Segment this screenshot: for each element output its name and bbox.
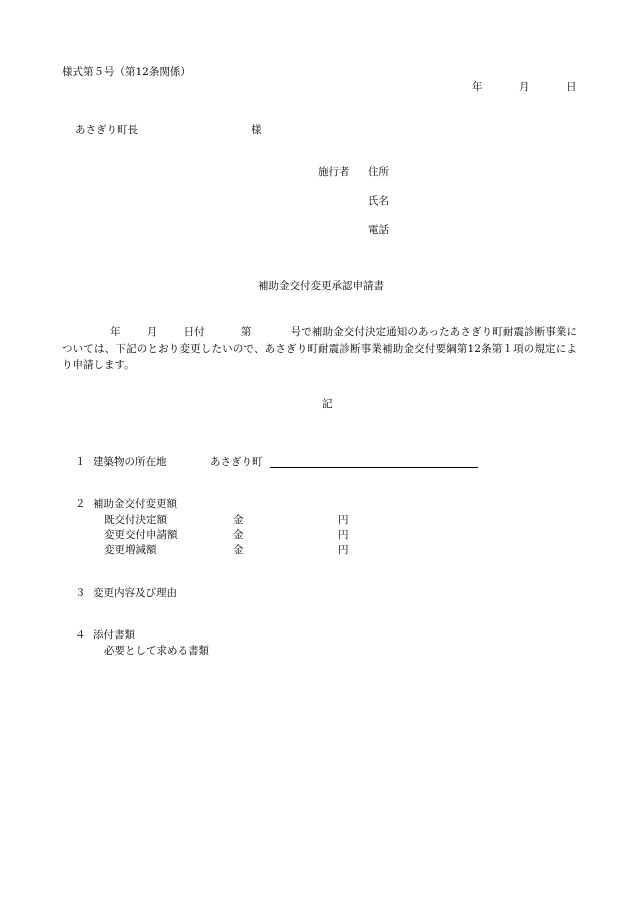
item3-number: ３ (75, 587, 86, 599)
item1-number: １ (75, 456, 86, 468)
form-number: 様式第５号（第12条関係） (62, 66, 191, 78)
amount-row-label: 変更増減額 (104, 544, 157, 556)
document-title: 補助金交付変更承認申請書 (258, 280, 384, 292)
item4-sub: 必要として求める書類 (104, 645, 209, 657)
amount-row-yen: 円 (338, 544, 349, 556)
body-month: 月 (146, 326, 158, 338)
body-dai: 第 (240, 326, 252, 338)
applicant-address-label: 住所 (368, 166, 389, 178)
ki-heading: 記 (322, 398, 333, 410)
date-day: 日 (566, 81, 577, 93)
amount-row-yen: 円 (338, 514, 349, 526)
body-paragraph (62, 324, 577, 374)
date-month: 月 (519, 81, 530, 93)
amount-row-kin: 金 (233, 514, 244, 526)
applicant-phone-label: 電話 (368, 224, 389, 236)
item4-label: 添付書類 (93, 629, 135, 641)
amount-row-yen: 円 (338, 529, 349, 541)
amount-row-label: 既交付決定額 (104, 514, 167, 526)
item1-value: あさぎり町 (210, 456, 263, 468)
applicant-role: 施行者 (318, 166, 350, 178)
addressee-honorific: 様 (251, 124, 262, 136)
body-day: 日付 (183, 326, 205, 338)
amount-row-kin: 金 (233, 544, 244, 556)
item3-label: 変更内容及び理由 (93, 587, 177, 599)
item2-number: ２ (75, 498, 86, 510)
item1-label: 建築物の所在地 (93, 456, 167, 468)
addressee-name: あさぎり町長 (75, 124, 138, 136)
body-year: 年 (110, 326, 121, 338)
item2-label: 補助金交付変更額 (93, 498, 177, 510)
applicant-name-label: 氏名 (368, 195, 389, 207)
amount-row-kin: 金 (233, 529, 244, 541)
body-rest: 号で補助金交付決定通知のあったあさぎり町耐震診断事業については、下記のとおり変更したいので、あさぎり町耐震診断事業補助金交付要綱第12条第１項の規定により申請します。 (62, 326, 578, 371)
item4-number: ４ (75, 629, 86, 641)
amount-row-label: 変更交付申請額 (104, 529, 178, 541)
date-year: 年 (472, 81, 483, 93)
location-underline (270, 467, 478, 468)
